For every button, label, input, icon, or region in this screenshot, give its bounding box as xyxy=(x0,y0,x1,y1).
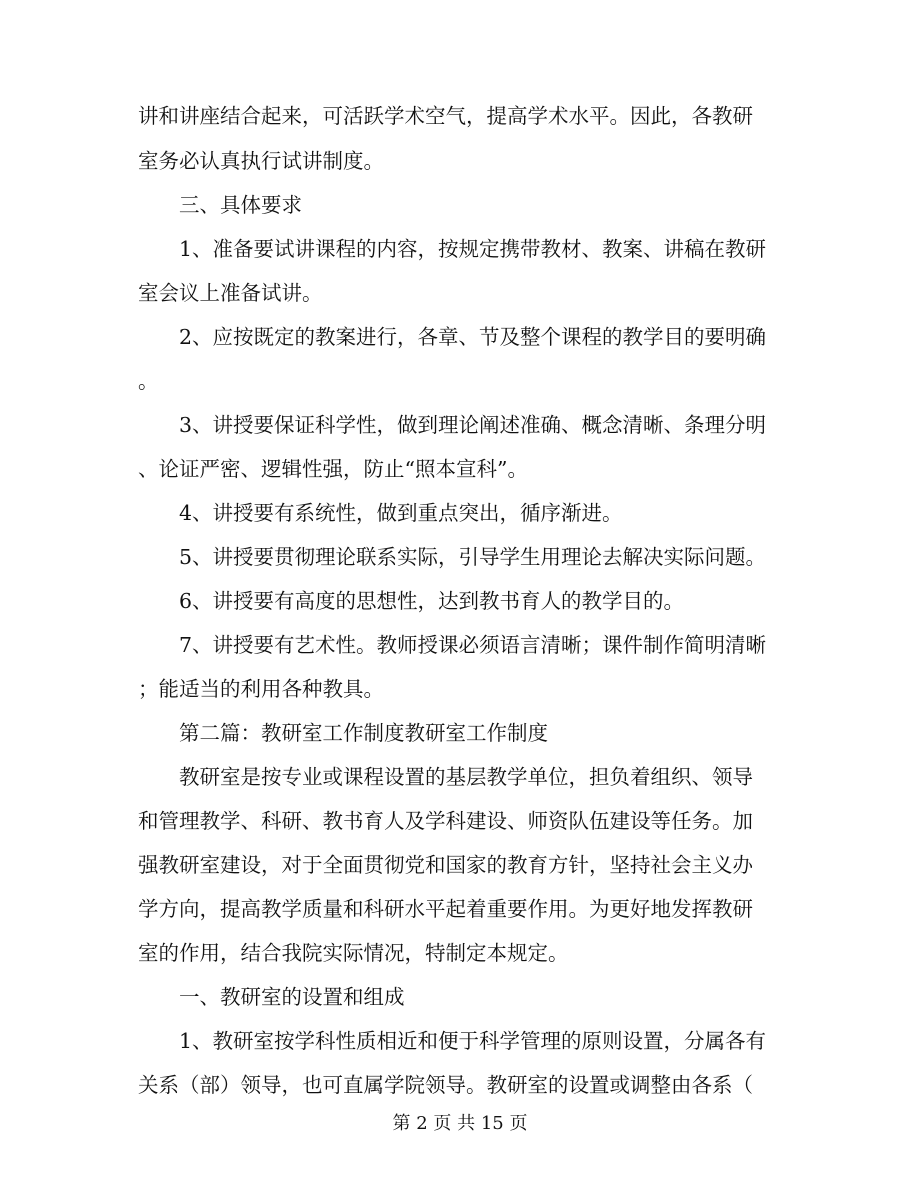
text-line-19: 学方向，提高教学质量和科研水平起着重要作用。为更好地发挥教研 xyxy=(138,897,753,921)
chapter-heading: 第二篇：教研室工作制度教研室工作制度 xyxy=(179,721,548,745)
text-line-14: ；能适当的利用各种教具。 xyxy=(138,677,384,701)
text-line-18: 强教研室建设，对于全面贯彻党和国家的教育方针，坚持社会主义办 xyxy=(138,853,753,877)
text-line-11: 5、讲授要贯彻理论联系实际，引导学生用理论去解决实际问题。 xyxy=(179,545,767,569)
text-line-10: 4、讲授要有系统性，做到重点突出，循序渐进。 xyxy=(179,501,623,525)
text-line-12: 6、讲授要有高度的思想性，达到教书育人的教学目的。 xyxy=(179,589,685,613)
text-line-4: 1、准备要试讲课程的内容，按规定携带教材、教案、讲稿在教研 xyxy=(179,237,767,261)
text-line-17: 和管理教学、科研、教书育人及学科建设、师资队伍建设等任务。加 xyxy=(138,809,753,833)
text-line-23: 关系（部）领导，也可直属学院领导。教研室的设置或调整由各系（ xyxy=(138,1073,753,1097)
section-heading-21: 一、教研室的设置和组成 xyxy=(179,985,405,1009)
text-line-13: 7、讲授要有艺术性。教师授课必须语言清晰；课件制作简明清晰 xyxy=(179,633,767,657)
text-line-5: 室会议上准备试讲。 xyxy=(138,281,323,305)
text-line-1: 讲和讲座结合起来，可活跃学术空气，提高学术水平。因此，各教研 xyxy=(138,104,753,128)
text-line-6: 2、应按既定的教案进行，各章、节及整个课程的教学目的要明确 xyxy=(179,325,767,349)
page-number-footer: 第 2 页 共 15 页 xyxy=(392,1113,528,1134)
text-line-2: 室务必认真执行试讲制度。 xyxy=(138,149,384,173)
section-heading-3: 三、具体要求 xyxy=(179,193,302,217)
text-line-22: 1、教研室按学科性质相近和便于科学管理的原则设置，分属各有 xyxy=(179,1029,767,1053)
text-line-9: 、论证严密、逻辑性强，防止“照本宣科”。 xyxy=(138,457,528,481)
text-line-16: 教研室是按专业或课程设置的基层教学单位，担负着组织、领导 xyxy=(179,765,753,789)
text-line-8: 3、讲授要保证科学性，做到理论阐述准确、概念清晰、条理分明 xyxy=(179,413,767,437)
text-line-20: 室的作用，结合我院实际情况，特制定本规定。 xyxy=(138,941,569,965)
text-line-7: 。 xyxy=(138,369,159,393)
